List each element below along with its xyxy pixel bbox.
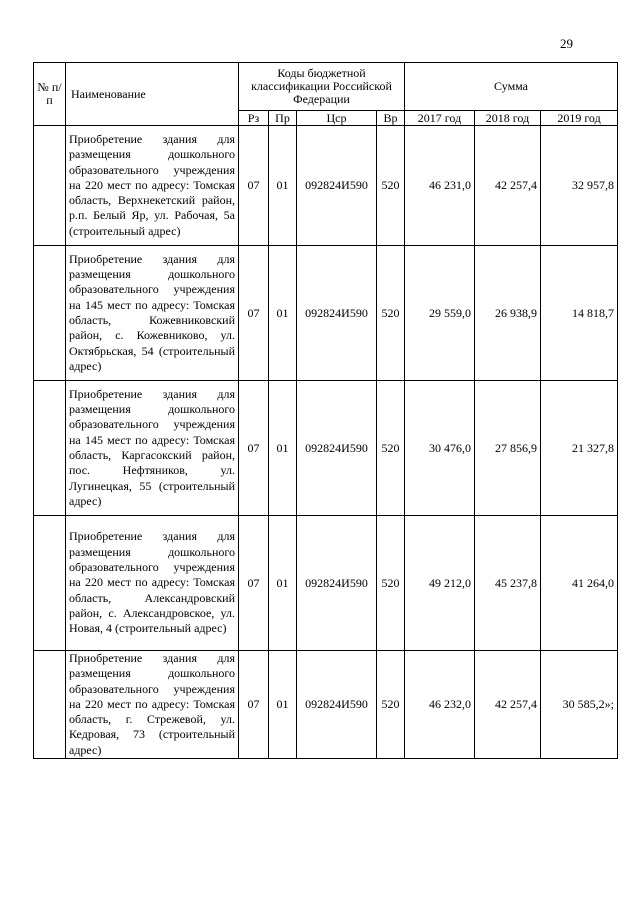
header-csr: Цср (297, 111, 377, 126)
amount-2017-cell: 30 476,0 (405, 381, 475, 516)
csr-cell: 092824И590 (297, 126, 377, 246)
row-number-cell (34, 651, 66, 759)
amount-2017-cell: 46 231,0 (405, 126, 475, 246)
vr-cell: 520 (377, 126, 405, 246)
csr-cell: 092824И590 (297, 651, 377, 759)
pr-cell: 01 (269, 381, 297, 516)
amount-2019-cell: 21 327,8 (541, 381, 618, 516)
budget-table (33, 62, 618, 759)
header-2017: 2017 год (405, 111, 475, 126)
header-row-number: № п/п (34, 63, 66, 126)
rz-cell: 07 (239, 516, 269, 651)
table-row (34, 516, 618, 651)
header-2018: 2018 год (475, 111, 541, 126)
header-row (34, 63, 618, 111)
amount-2018-cell: 42 257,4 (475, 651, 541, 759)
row-number-cell (34, 516, 66, 651)
vr-cell: 520 (377, 651, 405, 759)
amount-2018-cell: 45 237,8 (475, 516, 541, 651)
csr-cell: 092824И590 (297, 516, 377, 651)
header-codes-group: Коды бюджетной классификации Российской Федерации (239, 63, 405, 111)
amount-2019-cell: 41 264,0 (541, 516, 618, 651)
pr-cell: 01 (269, 126, 297, 246)
rz-cell: 07 (239, 246, 269, 381)
header-rz: Рз (239, 111, 269, 126)
table-row (34, 381, 618, 516)
amount-2017-cell: 49 212,0 (405, 516, 475, 651)
amount-2017-cell: 46 232,0 (405, 651, 475, 759)
header-pr: Пр (269, 111, 297, 126)
item-name-cell: Приобретение здания для размещения дошкольного образовательного учреждения на 220 мест по адресу: Томская область, г. Стрежевой, ул. Кедровая, 73 (строительный адрес) (66, 651, 239, 759)
pr-cell: 01 (269, 246, 297, 381)
header-vr: Вр (377, 111, 405, 126)
csr-cell: 092824И590 (297, 381, 377, 516)
vr-cell: 520 (377, 516, 405, 651)
csr-cell: 092824И590 (297, 246, 377, 381)
amount-2018-cell: 27 856,9 (475, 381, 541, 516)
row-number-cell (34, 126, 66, 246)
rz-cell: 07 (239, 651, 269, 759)
row-number-cell (34, 381, 66, 516)
rz-cell: 07 (239, 126, 269, 246)
pr-cell: 01 (269, 651, 297, 759)
amount-2019-cell: 14 818,7 (541, 246, 618, 381)
amount-2018-cell: 42 257,4 (475, 126, 541, 246)
item-name-cell: Приобретение здания для размещения дошкольного образовательного учреждения на 220 мест по адресу: Томская область, Верхнекетский район, р.п. Белый Яр, ул. Рабочая, 5а (строительный адрес) (66, 126, 239, 246)
table-row (34, 651, 618, 759)
vr-cell: 520 (377, 381, 405, 516)
pr-cell: 01 (269, 516, 297, 651)
vr-cell: 520 (377, 246, 405, 381)
header-name: Наименование (66, 63, 239, 126)
table-row (34, 126, 618, 246)
amount-2019-cell: 32 957,8 (541, 126, 618, 246)
page-number: 29 (560, 36, 573, 51)
row-number-cell (34, 246, 66, 381)
header-2019: 2019 год (541, 111, 618, 126)
rz-cell: 07 (239, 381, 269, 516)
item-name-cell: Приобретение здания для размещения дошкольного образовательного учреждения на 145 мест по адресу: Томская область, Кожевниковский район, с. Кожевниково, ул. Октябрьская, 54 (строительный адрес) (66, 246, 239, 381)
header-sum-group: Сумма (405, 63, 618, 111)
amount-2018-cell: 26 938,9 (475, 246, 541, 381)
table-row (34, 246, 618, 381)
amount-2019-cell: 30 585,2»; (541, 651, 618, 759)
amount-2017-cell: 29 559,0 (405, 246, 475, 381)
item-name-cell: Приобретение здания для размещения дошкольного образовательного учреждения на 145 мест по адресу: Томская область, Каргасокский район, пос. Нефтяников, ул. Лугинецкая, 55 (строительный адрес) (66, 381, 239, 516)
item-name-cell: Приобретение здания для размещения дошкольного образовательного учреждения на 220 мест по адресу: Томская область, Александровский район, с. Александровское, ул. Новая, 4 (строительный адрес) (66, 516, 239, 651)
